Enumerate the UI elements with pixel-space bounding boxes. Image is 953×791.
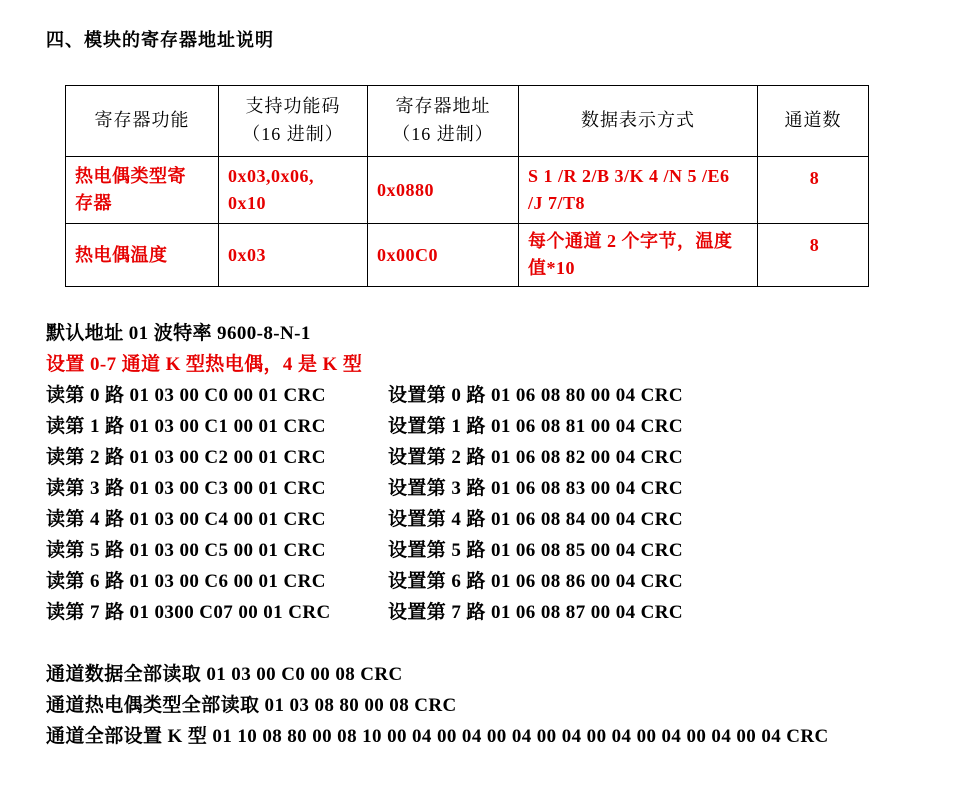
set-command-2: 设置第 2 路 01 06 08 82 00 04 CRC xyxy=(388,447,684,468)
cell-line: 热电偶温度 xyxy=(75,244,168,265)
bulk-set-all-k-type-line: 通道全部设置 K 型 01 10 08 80 00 08 10 00 04 00 04 00 04 00 04 00 04 00 04 00 04 00 04 CRC xyxy=(46,726,829,747)
read-command-1: 读第 1 路 01 03 00 C1 00 01 CRC xyxy=(46,416,326,437)
cell-line: 值*10 xyxy=(528,258,575,278)
table-row-thermocouple-type xyxy=(66,157,869,224)
command-row-4 xyxy=(46,504,937,535)
bulk-read-all-data-line: 通道数据全部读取 01 03 00 C0 00 08 CRC xyxy=(46,664,403,685)
header-register-function xyxy=(66,86,219,157)
table-row-thermocouple-temperature xyxy=(66,224,869,287)
cell-line: 每个通道 2 个字节，温度 xyxy=(528,231,733,251)
header-register-address xyxy=(368,86,519,157)
command-row-7 xyxy=(46,597,937,628)
section-title: 四、模块的寄存器地址说明 xyxy=(46,30,274,51)
register-address-table xyxy=(65,85,869,287)
read-command-6: 读第 6 路 01 03 00 C6 00 01 CRC xyxy=(46,571,326,592)
cell-data-format xyxy=(519,157,758,224)
cell-line: 0x0880 xyxy=(377,179,434,200)
cell-line: 存器 xyxy=(75,193,112,213)
channel-setting-line: 设置 0-7 通道 K 型热电偶，4 是 K 型 xyxy=(46,354,363,375)
read-command-5: 读第 5 路 01 03 00 C5 00 01 CRC xyxy=(46,540,326,561)
command-row-3 xyxy=(46,473,937,504)
cell-function-codes xyxy=(219,157,368,224)
command-row-2 xyxy=(46,442,937,473)
set-command-6: 设置第 6 路 01 06 08 86 00 04 CRC xyxy=(388,571,684,592)
read-command-4: 读第 4 路 01 03 00 C4 00 01 CRC xyxy=(46,509,326,530)
read-command-2: 读第 2 路 01 03 00 C2 00 01 CRC xyxy=(46,447,326,468)
cell-line: 0x10 xyxy=(228,193,266,213)
notes-section xyxy=(46,318,937,752)
read-command-7: 读第 7 路 01 0300 C07 00 01 CRC xyxy=(46,602,331,623)
cell-channel-count: 8 xyxy=(758,157,869,224)
cell-register-address xyxy=(368,157,519,224)
cell-line: /J 7/T8 xyxy=(528,193,586,213)
cell-line: 热电偶类型寄 xyxy=(75,166,186,186)
cell-line: 0x03 xyxy=(228,244,266,265)
header-channel-count xyxy=(758,86,869,157)
read-command-3: 读第 3 路 01 03 00 C3 00 01 CRC xyxy=(46,478,326,499)
command-row-1 xyxy=(46,411,937,442)
command-row-0 xyxy=(46,380,937,411)
set-command-1: 设置第 1 路 01 06 08 81 00 04 CRC xyxy=(388,416,684,437)
header-line: 通道数 xyxy=(784,110,842,131)
command-row-5 xyxy=(46,535,937,566)
set-command-3: 设置第 3 路 01 06 08 83 00 04 CRC xyxy=(388,478,684,499)
header-function-codes xyxy=(219,86,368,157)
set-command-5: 设置第 5 路 01 06 08 85 00 04 CRC xyxy=(388,540,684,561)
read-command-0: 读第 0 路 01 03 00 C0 00 01 CRC xyxy=(46,385,326,406)
header-line: 寄存器功能 xyxy=(94,110,190,131)
set-command-0: 设置第 0 路 01 06 08 80 00 04 CRC xyxy=(388,385,684,406)
cell-register-function xyxy=(66,157,219,224)
header-line: 支持功能码 xyxy=(245,96,341,117)
set-command-4: 设置第 4 路 01 06 08 84 00 04 CRC xyxy=(388,509,684,530)
cell-line: 0x03,0x06, xyxy=(228,166,314,186)
cell-line: S 1 /R 2/B 3/K 4 /N 5 /E6 xyxy=(528,166,730,186)
cell-line: 0x00C0 xyxy=(377,244,438,265)
cell-function-codes xyxy=(219,224,368,287)
header-line: 寄存器地址 xyxy=(395,96,491,117)
bulk-read-all-types-line: 通道热电偶类型全部读取 01 03 08 80 00 08 CRC xyxy=(46,695,457,716)
set-command-7: 设置第 7 路 01 06 08 87 00 04 CRC xyxy=(388,602,684,623)
cell-data-format xyxy=(519,224,758,287)
header-line: （16 进制） xyxy=(242,124,344,144)
cell-register-address xyxy=(368,224,519,287)
header-data-format xyxy=(519,86,758,157)
command-row-6 xyxy=(46,566,937,597)
cell-channel-count: 8 xyxy=(758,224,869,287)
header-line: 数据表示方式 xyxy=(581,110,695,131)
header-line: （16 进制） xyxy=(392,124,494,144)
cell-register-function xyxy=(66,224,219,287)
table-header-row xyxy=(66,86,869,157)
blank-line xyxy=(46,628,937,659)
default-address-line: 默认地址 01 波特率 9600-8-N-1 xyxy=(46,323,311,344)
